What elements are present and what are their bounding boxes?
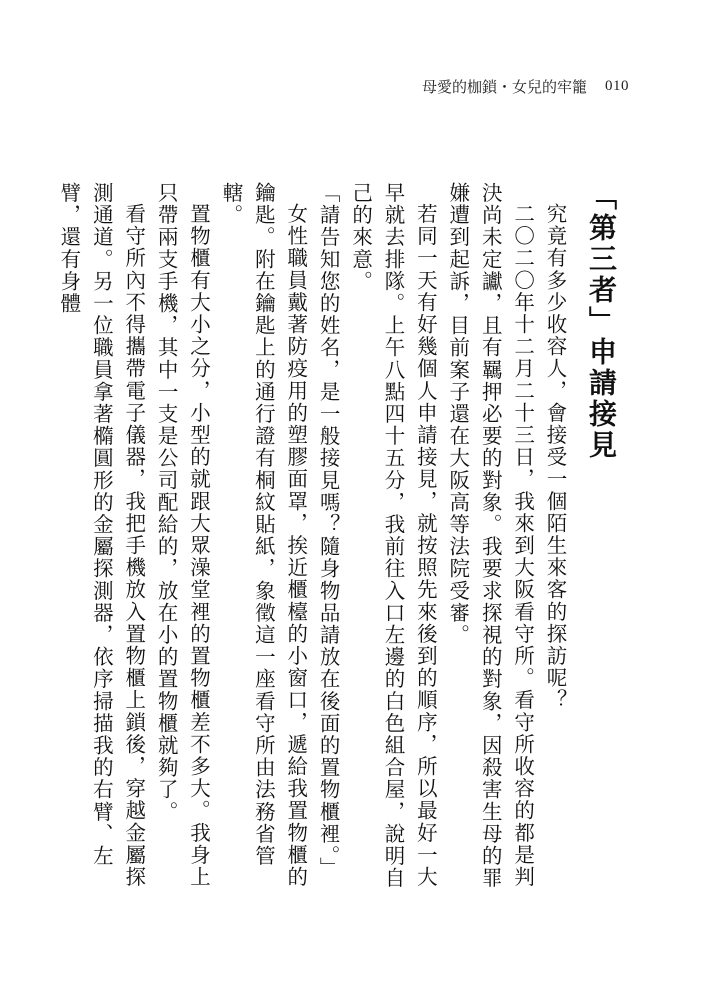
paragraph: 女性職員戴著防疫用的塑膠面罩，挨近櫃檯的小窗口，遞給我置物櫃的鑰匙。附在鑰匙上的通行證有桐紋貼紙，象徵這一座看守所由法務省管轄。	[218, 182, 308, 888]
paragraph: 置物櫃有大小之分，小型的就跟大眾澡堂裡的置物櫃差不多大。我身上只帶兩支手機，其中一支是公司配給的，放在小的置物櫃就夠了。	[154, 182, 211, 888]
paragraph: 若同一天有好幾個人申請接見，就按照先來後到的順序，所以最好一大早就去排隊。上午八點四十五分，我前往入口左邊的白色組合屋，說明自己的來意。	[348, 182, 438, 890]
paragraph: 究竟有多少收容人，會接受一個陌生來客的探訪呢？	[543, 202, 567, 711]
running-header	[422, 76, 629, 97]
paragraph: 二〇二〇年十二月二十三日，我來到大阪看守所。看守所收容的都是判決尚未定讞，且有羈押必要的對象。我要求探視的對象，因殺害生母的罪嫌遭到起訴，目前案子還在大阪高等法院受審。	[445, 182, 535, 890]
paragraph: 看守所內不得攜帶電子儀器，我把手機放入置物櫃上鎖後，穿越金屬探測通道。另一位職員拿著橢圓形的金屬探測器，依序掃描我的右臂、左臂，還有身體	[56, 182, 146, 888]
dialogue-paragraph: 「請告知您的姓名，是一般接見嗎？隨身物品請放在後面的置物櫃裡。」	[316, 182, 341, 879]
section-heading: 「第三者」申請接見	[585, 182, 618, 461]
vertical-text-block	[53, 182, 622, 902]
running-title: 母愛的枷鎖・女兒的牢籠	[421, 78, 587, 96]
page-number: 010	[605, 78, 629, 94]
